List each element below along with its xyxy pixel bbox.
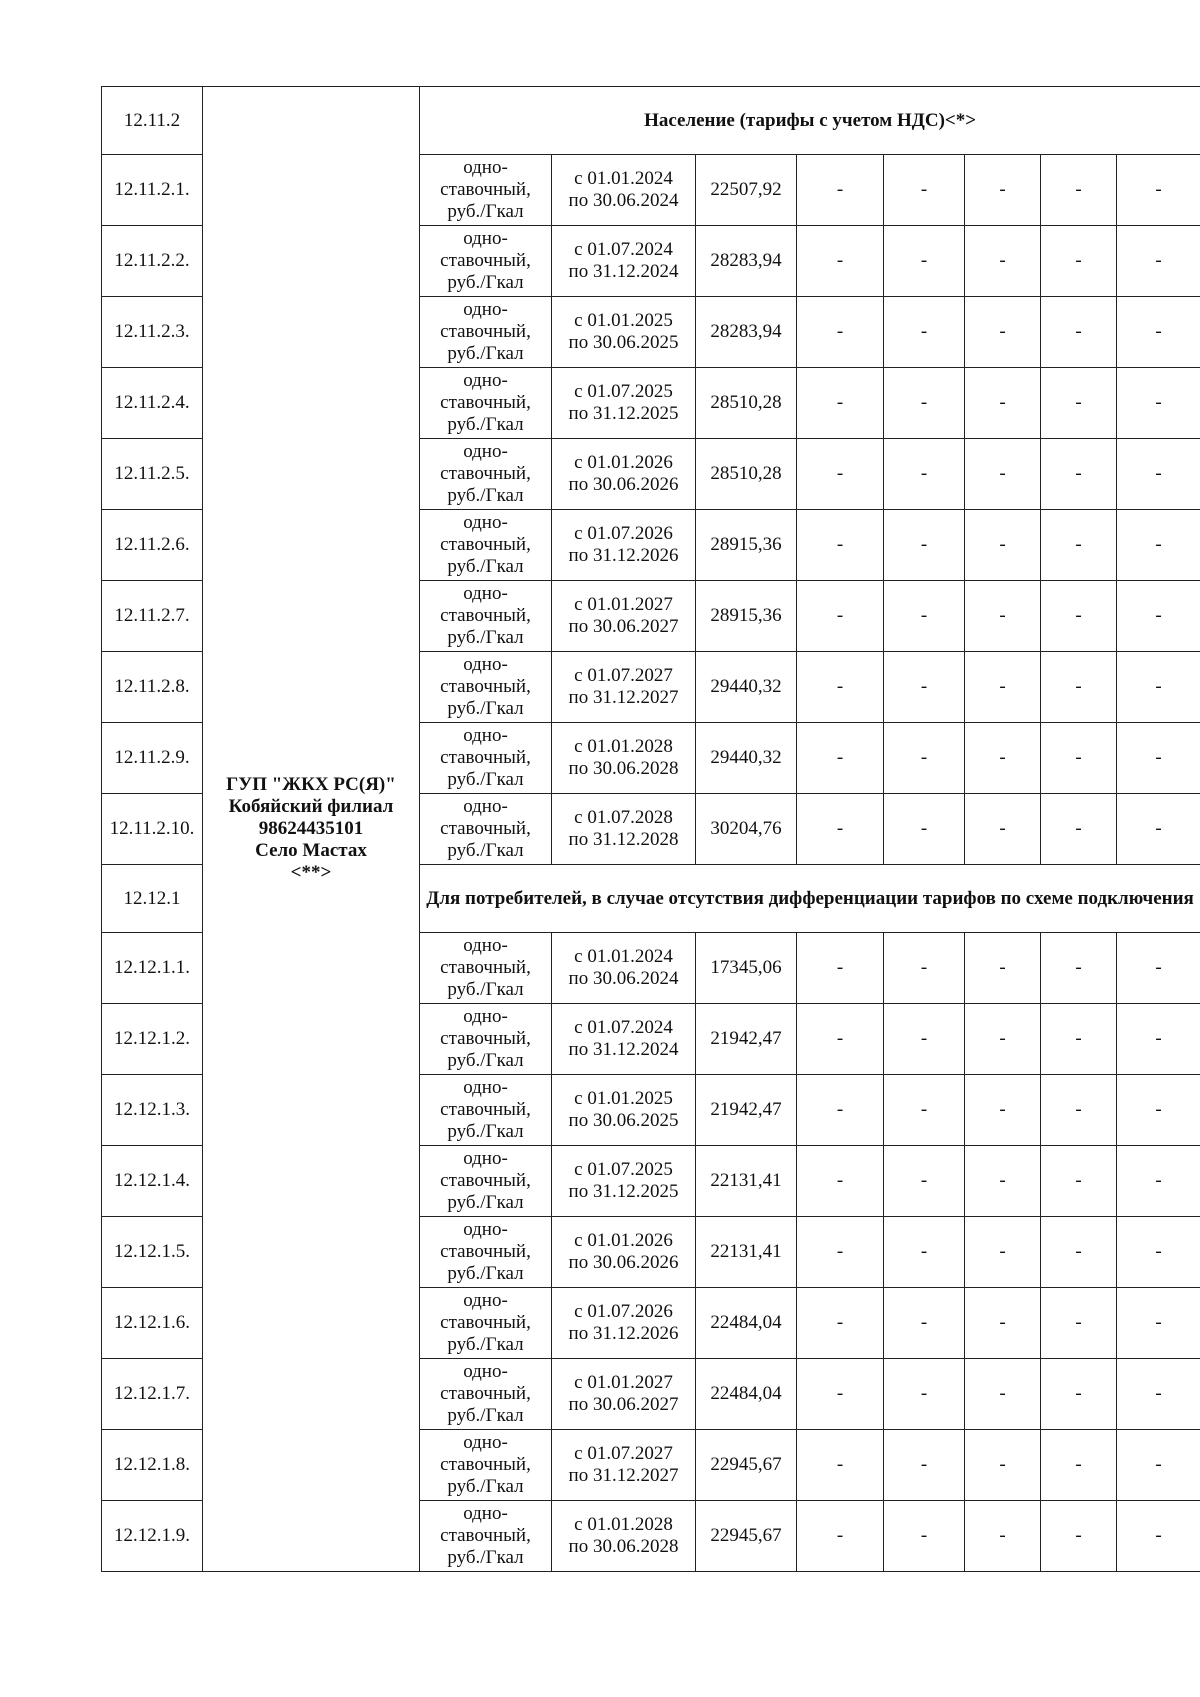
empty-value-cell: - — [1041, 1217, 1117, 1288]
empty-value-cell: - — [884, 1430, 965, 1501]
org-branch: Кобяйский филиал — [228, 796, 394, 817]
tariff-value: 28283,94 — [696, 297, 797, 368]
period-from: с 01.07.2027 — [574, 665, 673, 686]
period-from: с 01.01.2024 — [574, 168, 673, 189]
empty-value-cell: - — [965, 297, 1041, 368]
empty-value-cell: - — [1041, 1359, 1117, 1430]
rate-type: одно-ставочный, руб./Гкал — [420, 1217, 552, 1288]
period-to: по 30.06.2026 — [568, 474, 679, 495]
org-code: 98624435101 — [258, 818, 364, 839]
rate-type: одно-ставочный, руб./Гкал — [420, 1146, 552, 1217]
period-to: по 31.12.2026 — [568, 1323, 679, 1344]
empty-value-cell: - — [1117, 723, 1200, 794]
period-from: с 01.01.2028 — [574, 1514, 673, 1535]
period-cell — [552, 1075, 696, 1146]
empty-value-cell: - — [884, 439, 965, 510]
empty-value-cell: - — [797, 1288, 884, 1359]
empty-value-cell: - — [797, 368, 884, 439]
period-to: по 30.06.2024 — [568, 190, 679, 211]
rate-type: одно-ставочный, руб./Гкал — [420, 510, 552, 581]
row-number: 12.11.2.1. — [102, 155, 203, 226]
empty-value-cell: - — [1041, 1501, 1117, 1572]
empty-value-cell: - — [1041, 581, 1117, 652]
empty-value-cell: - — [884, 794, 965, 865]
period-to: по 30.06.2024 — [568, 968, 679, 989]
rate-type: одно-ставочный, руб./Гкал — [420, 368, 552, 439]
empty-value-cell: - — [965, 794, 1041, 865]
row-number: 12.11.2.6. — [102, 510, 203, 581]
tariff-value: 21942,47 — [696, 1004, 797, 1075]
empty-value-cell: - — [1117, 1075, 1200, 1146]
empty-value-cell: - — [797, 1359, 884, 1430]
period-cell — [552, 1430, 696, 1501]
empty-value-cell: - — [797, 652, 884, 723]
period-cell — [552, 794, 696, 865]
rate-type: одно-ставочный, руб./Гкал — [420, 723, 552, 794]
empty-value-cell: - — [797, 723, 884, 794]
period-from: с 01.07.2024 — [574, 239, 673, 260]
empty-value-cell: - — [965, 510, 1041, 581]
rate-type: одно-ставочный, руб./Гкал — [420, 1430, 552, 1501]
period-from: с 01.01.2025 — [574, 1088, 673, 1109]
rate-type: одно-ставочный, руб./Гкал — [420, 226, 552, 297]
row-number: 12.12.1.5. — [102, 1217, 203, 1288]
period-cell — [552, 297, 696, 368]
period-to: по 30.06.2025 — [568, 332, 679, 353]
empty-value-cell: - — [965, 1217, 1041, 1288]
empty-value-cell: - — [1117, 1501, 1200, 1572]
period-from: с 01.07.2026 — [574, 523, 673, 544]
empty-value-cell: - — [1041, 510, 1117, 581]
empty-value-cell: - — [1041, 1075, 1117, 1146]
empty-value-cell: - — [1117, 510, 1200, 581]
tariff-table-body — [102, 87, 1200, 1572]
empty-value-cell: - — [1117, 439, 1200, 510]
empty-value-cell: - — [1117, 1146, 1200, 1217]
empty-value-cell: - — [1041, 723, 1117, 794]
empty-value-cell: - — [1117, 581, 1200, 652]
tariff-value: 28915,36 — [696, 581, 797, 652]
period-cell — [552, 368, 696, 439]
empty-value-cell: - — [965, 933, 1041, 1004]
empty-value-cell: - — [1041, 652, 1117, 723]
empty-value-cell: - — [1117, 226, 1200, 297]
row-number: 12.12.1.4. — [102, 1146, 203, 1217]
rate-type: одно-ставочный, руб./Гкал — [420, 1359, 552, 1430]
empty-value-cell: - — [1041, 1004, 1117, 1075]
empty-value-cell: - — [965, 1359, 1041, 1430]
empty-value-cell: - — [965, 368, 1041, 439]
period-from: с 01.01.2027 — [574, 594, 673, 615]
period-cell — [552, 1359, 696, 1430]
empty-value-cell: - — [797, 1430, 884, 1501]
tariff-value: 22507,92 — [696, 155, 797, 226]
org-note: <**> — [290, 862, 332, 883]
period-cell — [552, 933, 696, 1004]
period-from: с 01.07.2027 — [574, 1443, 673, 1464]
empty-value-cell: - — [797, 794, 884, 865]
period-to: по 31.12.2024 — [568, 261, 679, 282]
tariff-value: 21942,47 — [696, 1075, 797, 1146]
empty-value-cell: - — [1041, 297, 1117, 368]
period-cell — [552, 155, 696, 226]
empty-value-cell: - — [884, 510, 965, 581]
period-from: с 01.07.2024 — [574, 1017, 673, 1038]
tariff-value: 22484,04 — [696, 1288, 797, 1359]
empty-value-cell: - — [1117, 297, 1200, 368]
rate-type: одно-ставочный, руб./Гкал — [420, 439, 552, 510]
tariff-value: 22945,67 — [696, 1501, 797, 1572]
empty-value-cell: - — [797, 1004, 884, 1075]
rate-type: одно-ставочный, руб./Гкал — [420, 794, 552, 865]
row-number: 12.11.2.8. — [102, 652, 203, 723]
empty-value-cell: - — [1117, 652, 1200, 723]
org-name: ГУП "ЖКХ РС(Я)" — [226, 774, 396, 795]
empty-value-cell: - — [965, 1288, 1041, 1359]
empty-value-cell: - — [1117, 1430, 1200, 1501]
row-number: 12.11.2.10. — [102, 794, 203, 865]
rate-type: одно-ставочный, руб./Гкал — [420, 1288, 552, 1359]
rate-type: одно-ставочный, руб./Гкал — [420, 933, 552, 1004]
empty-value-cell: - — [884, 652, 965, 723]
empty-value-cell: - — [1117, 1217, 1200, 1288]
tariff-value: 17345,06 — [696, 933, 797, 1004]
period-to: по 30.06.2028 — [568, 1536, 679, 1557]
empty-value-cell: - — [797, 1075, 884, 1146]
empty-value-cell: - — [965, 226, 1041, 297]
org-settlement: Село Мастах — [255, 840, 367, 861]
row-number: 12.12.1.9. — [102, 1501, 203, 1572]
empty-value-cell: - — [965, 439, 1041, 510]
empty-value-cell: - — [797, 439, 884, 510]
empty-value-cell: - — [797, 155, 884, 226]
row-number: 12.11.2.3. — [102, 297, 203, 368]
empty-value-cell: - — [884, 1146, 965, 1217]
section-title: Для потребителей, в случае отсутствия дифференциации тарифов по схеме подключения — [420, 865, 1200, 933]
section-number: 12.12.1 — [102, 865, 203, 933]
empty-value-cell: - — [797, 297, 884, 368]
empty-value-cell: - — [884, 1075, 965, 1146]
empty-value-cell: - — [965, 723, 1041, 794]
empty-value-cell: - — [884, 1359, 965, 1430]
empty-value-cell: - — [884, 297, 965, 368]
empty-value-cell: - — [1041, 155, 1117, 226]
empty-value-cell: - — [797, 933, 884, 1004]
period-to: по 30.06.2028 — [568, 758, 679, 779]
empty-value-cell: - — [884, 1288, 965, 1359]
period-from: с 01.07.2028 — [574, 807, 673, 828]
empty-value-cell: - — [797, 1146, 884, 1217]
period-to: по 31.12.2028 — [568, 829, 679, 850]
tariff-value: 28283,94 — [696, 226, 797, 297]
empty-value-cell: - — [1117, 1359, 1200, 1430]
rate-type: одно-ставочный, руб./Гкал — [420, 581, 552, 652]
period-from: с 01.07.2026 — [574, 1301, 673, 1322]
empty-value-cell: - — [884, 723, 965, 794]
tariff-table — [101, 86, 1200, 1572]
empty-value-cell: - — [797, 226, 884, 297]
empty-value-cell: - — [884, 368, 965, 439]
section-number: 12.11.2 — [102, 87, 203, 155]
tariff-value: 29440,32 — [696, 723, 797, 794]
empty-value-cell: - — [965, 1501, 1041, 1572]
empty-value-cell: - — [797, 1501, 884, 1572]
row-number: 12.11.2.5. — [102, 439, 203, 510]
period-from: с 01.01.2026 — [574, 452, 673, 473]
tariff-value: 30204,76 — [696, 794, 797, 865]
section-title: Население (тарифы с учетом НДС)<*> — [420, 87, 1200, 155]
row-number: 12.12.1.3. — [102, 1075, 203, 1146]
rate-type: одно-ставочный, руб./Гкал — [420, 155, 552, 226]
section-header-row — [102, 87, 1200, 155]
period-to: по 31.12.2025 — [568, 1181, 679, 1202]
period-to: по 31.12.2027 — [568, 687, 679, 708]
empty-value-cell: - — [797, 1217, 884, 1288]
period-to: по 30.06.2025 — [568, 1110, 679, 1131]
empty-value-cell: - — [884, 155, 965, 226]
period-cell — [552, 439, 696, 510]
period-cell — [552, 1004, 696, 1075]
period-to: по 30.06.2027 — [568, 1394, 679, 1415]
period-to: по 31.12.2024 — [568, 1039, 679, 1060]
rate-type: одно-ставочный, руб./Гкал — [420, 1075, 552, 1146]
empty-value-cell: - — [1117, 794, 1200, 865]
period-cell — [552, 510, 696, 581]
empty-value-cell: - — [1041, 1146, 1117, 1217]
empty-value-cell: - — [965, 1004, 1041, 1075]
empty-value-cell: - — [884, 1004, 965, 1075]
empty-value-cell: - — [1117, 1004, 1200, 1075]
period-from: с 01.01.2028 — [574, 736, 673, 757]
empty-value-cell: - — [965, 652, 1041, 723]
empty-value-cell: - — [884, 581, 965, 652]
period-to: по 31.12.2025 — [568, 403, 679, 424]
row-number: 12.12.1.6. — [102, 1288, 203, 1359]
period-cell — [552, 723, 696, 794]
empty-value-cell: - — [965, 1430, 1041, 1501]
period-cell — [552, 581, 696, 652]
period-to: по 31.12.2026 — [568, 545, 679, 566]
empty-value-cell: - — [1117, 155, 1200, 226]
period-cell — [552, 226, 696, 297]
empty-value-cell: - — [965, 1075, 1041, 1146]
period-cell — [552, 1501, 696, 1572]
period-to: по 30.06.2026 — [568, 1252, 679, 1273]
row-number: 12.11.2.7. — [102, 581, 203, 652]
period-cell — [552, 652, 696, 723]
rate-type: одно-ставочный, руб./Гкал — [420, 297, 552, 368]
empty-value-cell: - — [1041, 794, 1117, 865]
empty-value-cell: - — [965, 581, 1041, 652]
empty-value-cell: - — [1041, 368, 1117, 439]
empty-value-cell: - — [1117, 933, 1200, 1004]
empty-value-cell: - — [797, 581, 884, 652]
empty-value-cell: - — [1041, 226, 1117, 297]
empty-value-cell: - — [797, 510, 884, 581]
empty-value-cell: - — [965, 1146, 1041, 1217]
period-from: с 01.07.2025 — [574, 1159, 673, 1180]
period-from: с 01.01.2025 — [574, 310, 673, 331]
period-cell — [552, 1217, 696, 1288]
tariff-value: 29440,32 — [696, 652, 797, 723]
tariff-value: 28510,28 — [696, 368, 797, 439]
rate-type: одно-ставочный, руб./Гкал — [420, 1501, 552, 1572]
period-cell — [552, 1288, 696, 1359]
tariff-value: 22131,41 — [696, 1146, 797, 1217]
period-to: по 31.12.2027 — [568, 1465, 679, 1486]
empty-value-cell: - — [1117, 368, 1200, 439]
tariff-value: 28510,28 — [696, 439, 797, 510]
period-to: по 30.06.2027 — [568, 616, 679, 637]
row-number: 12.12.1.8. — [102, 1430, 203, 1501]
period-from: с 01.07.2025 — [574, 381, 673, 402]
tariff-value: 22131,41 — [696, 1217, 797, 1288]
rate-type: одно-ставочный, руб./Гкал — [420, 652, 552, 723]
period-from: с 01.01.2024 — [574, 946, 673, 967]
tariff-value: 22484,04 — [696, 1359, 797, 1430]
empty-value-cell: - — [1041, 1430, 1117, 1501]
empty-value-cell: - — [1041, 1288, 1117, 1359]
row-number: 12.12.1.1. — [102, 933, 203, 1004]
empty-value-cell: - — [1117, 1288, 1200, 1359]
period-cell — [552, 1146, 696, 1217]
empty-value-cell: - — [884, 933, 965, 1004]
row-number: 12.11.2.2. — [102, 226, 203, 297]
tariff-value: 28915,36 — [696, 510, 797, 581]
tariff-value: 22945,67 — [696, 1430, 797, 1501]
period-from: с 01.01.2026 — [574, 1230, 673, 1251]
empty-value-cell: - — [884, 1217, 965, 1288]
empty-value-cell: - — [1041, 933, 1117, 1004]
rate-type: одно-ставочный, руб./Гкал — [420, 1004, 552, 1075]
empty-value-cell: - — [965, 155, 1041, 226]
row-number: 12.12.1.7. — [102, 1359, 203, 1430]
row-number: 12.11.2.9. — [102, 723, 203, 794]
row-number: 12.11.2.4. — [102, 368, 203, 439]
period-from: с 01.01.2027 — [574, 1372, 673, 1393]
empty-value-cell: - — [884, 226, 965, 297]
row-number: 12.12.1.2. — [102, 1004, 203, 1075]
organization-cell — [203, 87, 420, 1572]
empty-value-cell: - — [884, 1501, 965, 1572]
empty-value-cell: - — [1041, 439, 1117, 510]
